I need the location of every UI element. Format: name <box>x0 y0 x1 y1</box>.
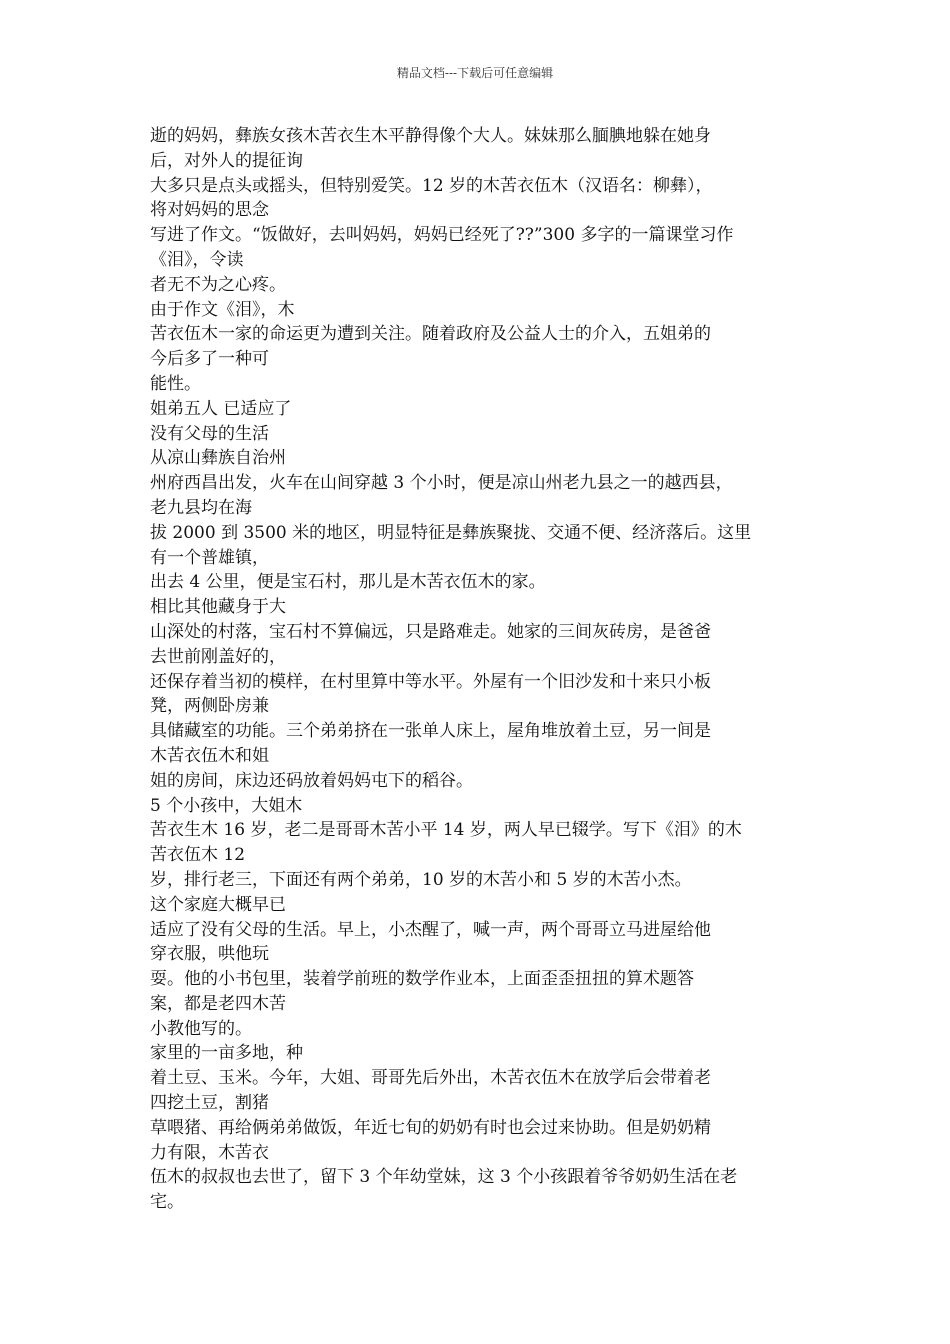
text-line: 家里的一亩多地，种 <box>150 1043 303 1064</box>
text-line: 大多只是点头或摇头，但特别爱笑。12 岁的木苦衣伍木（汉语名：柳彝）， <box>150 175 713 196</box>
text-line: 写进了作文。“饭做好，去叫妈妈，妈妈已经死了??”300 多字的一篇课堂习作 <box>150 225 734 246</box>
text-line: 苦衣伍木 12 <box>150 845 246 866</box>
text-line: 者无不为之心疼。 <box>150 274 286 295</box>
text-line: 具储藏室的功能。三个弟弟挤在一张单人床上，屋角堆放着土豆，另一间是 <box>150 721 711 742</box>
text-line: 穿衣服，哄他玩 <box>150 944 269 965</box>
document-body <box>150 124 810 1215</box>
text-line: 《泪》，令读 <box>150 249 244 270</box>
text-line: 苦衣生木 16 岁，老二是哥哥木苦小平 14 岁，两人早已辍学。写下《泪》的木 <box>150 820 742 841</box>
text-line: 逝的妈妈，彝族女孩木苦衣生木平静得像个大人。妹妹那么腼腆地躲在她身 <box>150 126 711 146</box>
text-line: 没有父母的生活 <box>150 423 269 444</box>
text-line: 5 个小孩中，大姐木 <box>150 795 303 816</box>
text-line: 岁，排行老三，下面还有两个弟弟，10 岁的木苦小和 5 岁的木苦小杰。 <box>150 869 692 890</box>
text-line: 相比其他藏身于大 <box>150 597 286 618</box>
text-line: 耍。他的小书包里，装着学前班的数学作业本，上面歪歪扭扭的算术题答 <box>150 969 694 990</box>
text-line: 姐弟五人 已适应了 <box>150 398 292 419</box>
text-line: 伍木的叔叔也去世了，留下 3 个年幼堂妹，这 3 个小孩跟着爷爷奶奶生活在老 <box>150 1167 738 1188</box>
text-line: 苦衣伍木一家的命运更为遭到关注。随着政府及公益人士的介入，五姐弟的 <box>150 324 711 345</box>
text-line: 后，对外人的提征询 <box>150 150 303 171</box>
text-line: 着土豆、玉米。今年，大姐、哥哥先后外出，木苦衣伍木在放学后会带着老 <box>150 1068 711 1089</box>
text-line: 小教他写的。 <box>150 1018 252 1039</box>
text-line: 有一个普雄镇， <box>150 547 269 568</box>
text-line: 将对妈妈的思念 <box>150 200 269 221</box>
text-line: 去世前刚盖好的， <box>150 646 286 667</box>
text-line: 拔 2000 到 3500 米的地区，明显特征是彝族聚拢、交通不便、经济落后。这里 <box>150 522 752 543</box>
text-line: 由于作文《泪》，木 <box>150 299 295 320</box>
text-line: 姐的房间，床边还码放着妈妈屯下的稻谷。 <box>150 770 473 791</box>
text-line: 山深处的村落，宝石村不算偏远，只是路难走。她家的三间灰砖房，是爸爸 <box>150 621 711 642</box>
text-line: 这个家庭大概早已 <box>150 894 286 915</box>
text-line: 凳，两侧卧房兼 <box>150 696 269 717</box>
text-line: 四挖土豆，割猪 <box>150 1093 269 1114</box>
page-header: 精品文档---下载后可任意编辑 <box>396 66 554 80</box>
text-line: 出去 4 公里，便是宝石村，那儿是木苦衣伍木的家。 <box>150 572 546 593</box>
text-line: 木苦衣伍木和姐 <box>150 745 269 766</box>
text-line: 州府西昌出发，火车在山间穿越 3 个小时，便是凉山州老九县之一的越西县， <box>150 473 733 494</box>
text-line: 力有限，木苦衣 <box>150 1142 269 1163</box>
text-line: 适应了没有父母的生活。早上，小杰醒了，喊一声，两个哥哥立马进屋给他 <box>150 919 711 940</box>
text-line: 还保存着当初的模样，在村里算中等水平。外屋有一个旧沙发和十来只小板 <box>150 671 711 692</box>
text-line: 从凉山彝族自治州 <box>150 448 286 469</box>
text-line: 案，都是老四木苦 <box>150 993 286 1014</box>
text-line: 草喂猪、再给俩弟弟做饭，年近七旬的奶奶有时也会过来协助。但是奶奶精 <box>150 1117 711 1138</box>
text-line: 宅。 <box>150 1192 184 1213</box>
text-line: 能性。 <box>150 373 201 394</box>
text-line: 老九县均在海 <box>150 497 252 518</box>
text-line: 今后多了一种可 <box>150 349 269 370</box>
